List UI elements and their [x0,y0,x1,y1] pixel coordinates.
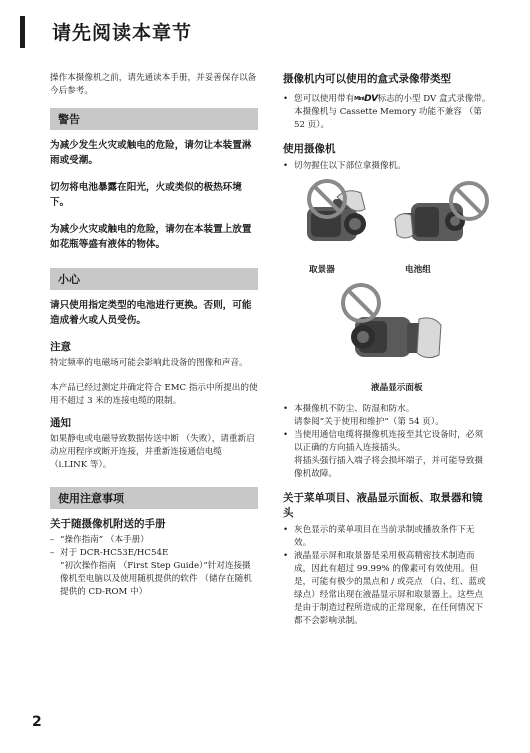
minidv-logo: $^{Mini}$DV [354,94,378,104]
notice-text-1: 特定频率的电磁场可能会影响此设备的图像和声音。 [50,358,248,368]
using-heading: 使用摄像机 [283,143,336,155]
warning-text-3: 为减少火灾或触电的危险，请勿在本装置上放置如花瓶等盛有液体的物体。 [50,224,252,250]
prohibit-icon [339,281,383,325]
left-column [50,72,258,599]
menu-bullet-2-text: 液晶显示屏和取景器是采用极高精密技术制造而成，因此有超过 99.99% 的像素可有效使用。但是，可能有极少的黑点和 / 或亮点 （白、红、蓝或绿点）经常出现在液晶显示屏和取景器上。这些点是由于制造过程所造成的正常现象，在任何情况下都不会影响录制。 [294,551,486,626]
menu-bullet-2: • 液晶显示屏和取景器是采用极高精密技术制造而成，因此有超过 99.99% 的像素可有效使用。但是，可能有极少的黑点和 / 或亮点 （白、红、蓝或绿点）经常出现在液晶显示屏和取景器上。这些点是由于制造过程所造成的正常现象，在任何情况下都不会影响录制。 [283,551,486,626]
cassette-text-before: 您可以使用带有 [294,94,355,104]
notice-text-2: 本产品已经过测定并确定符合 EMC 指示中所提出的使用不超过 3 米的连接电缆的限制。 [50,383,258,406]
using-bullet-1: • 切勿握住以下部位拿摄像机。 [283,161,406,171]
using-bullet-2: • 本摄像机不防尘、防湿和防水。 请参阅“关于使用和维护”（第 54 页）。 [283,404,444,427]
right-column [283,72,491,628]
notice-heading: 注意 [50,341,71,353]
caution-text: 请只使用指定类型的电池进行更换。否则，可能造成着火或人员受伤。 [50,300,252,326]
info-heading: 通知 [50,417,71,429]
cassette-text-after: 标志的小型 DV 盒式录像带。本摄像机与 Cassette Memory 功能不兼容 （第 52 页）。 [294,94,491,130]
cassette-bullet: • 您可以使用带有$^{Mini}$DV标志的小型 DV 盒式录像带。本摄像机与 Cassette Memory 功能不兼容 （第 52 页）。 [283,94,491,130]
menu-heading: 关于菜单项目、液晶显示面板、取景器和镜头 [283,492,483,519]
prohibit-icon [447,179,491,223]
manual-item-2-line-1: 对于 DCR-HC53E/HC54E [60,548,169,558]
caution-banner [50,268,258,290]
using-bullet-2-line-2: 请参阅“关于使用和维护”（第 54 页）。 [294,417,444,427]
usage-banner [50,487,258,509]
cassette-heading: 摄像机内可以使用的盒式录像带类型 [283,73,451,85]
using-bullet-3: • 当使用通信电缆将摄像机连接至其它设备时，必须以正确的方向插入连接插头。 将插头强行插入端子将会损坏端子，并可能导致摄像机故障。 [283,430,484,479]
page-number: 2 [32,714,42,730]
warning-heading: 警告 [58,113,80,126]
manual-list-item-2: – 对于 DCR-HC53E/HC54E “初次操作指南 （First Step Guide）”针对连接摄像机至电脑以及使用随机提供的软件 （储存在随机提供的 CD-ROM 中） [50,548,252,597]
warning-text-2: 切勿将电池暴露在阳光，火或类似的极热环境下。 [50,182,242,208]
usage-subheading: 关于随摄像机附送的手册 [50,518,166,530]
warning-text-1: 为减少发生火灾或触电的危险，请勿让本装置淋雨或受潮。 [50,140,252,166]
title-rule [20,16,25,48]
manual-list-item-1: – “操作指南” （本手册） [50,535,149,545]
manual-item-1-text: “操作指南” （本手册） [60,535,149,545]
caution-heading: 小心 [58,273,80,286]
usage-heading: 使用注意事项 [58,492,124,505]
caption-lcd-panel: 液晶显示面板 [371,383,423,393]
using-bullet-3-line-1: 当使用通信电缆将摄像机连接至其它设备时，必须以正确的方向插入连接插头。 [294,430,484,453]
menu-bullet-1-text: 灰色显示的菜单项目在当前录制或播放条件下无效。 [294,525,475,548]
page-title: 请先阅读本章节 [52,22,193,44]
using-bullet-1-text: 切勿握住以下部位拿摄像机。 [294,161,406,171]
caption-viewfinder: 取景器 [309,265,335,275]
prohibit-icon [305,177,349,221]
handling-figure [283,177,491,397]
using-bullet-2-line-1: 本摄像机不防尘、防湿和防水。 [294,404,415,414]
info-text: 如果静电或电磁导致数据传送中断 （失败），请重新启动应用程序或断开连接，并重新连接通信电缆 （i.LINK 等）。 [50,434,255,470]
menu-bullet-1: • 灰色显示的菜单项目在当前录制或播放条件下无效。 [283,525,475,548]
warning-banner [50,108,258,130]
caption-battery: 电池组 [405,265,431,275]
intro-text: 操作本摄像机之前，请先通读本手册，并妥善保存以备今后参考。 [50,73,257,96]
manual-item-2-line-2: “初次操作指南 （First Step Guide）”针对连接摄像机至电脑以及使用随机提供的软件 （储存在随机提供的 CD-ROM 中） [60,561,252,597]
using-bullet-3-line-2: 将插头强行插入端子将会损坏端子，并可能导致摄像机故障。 [294,456,484,479]
